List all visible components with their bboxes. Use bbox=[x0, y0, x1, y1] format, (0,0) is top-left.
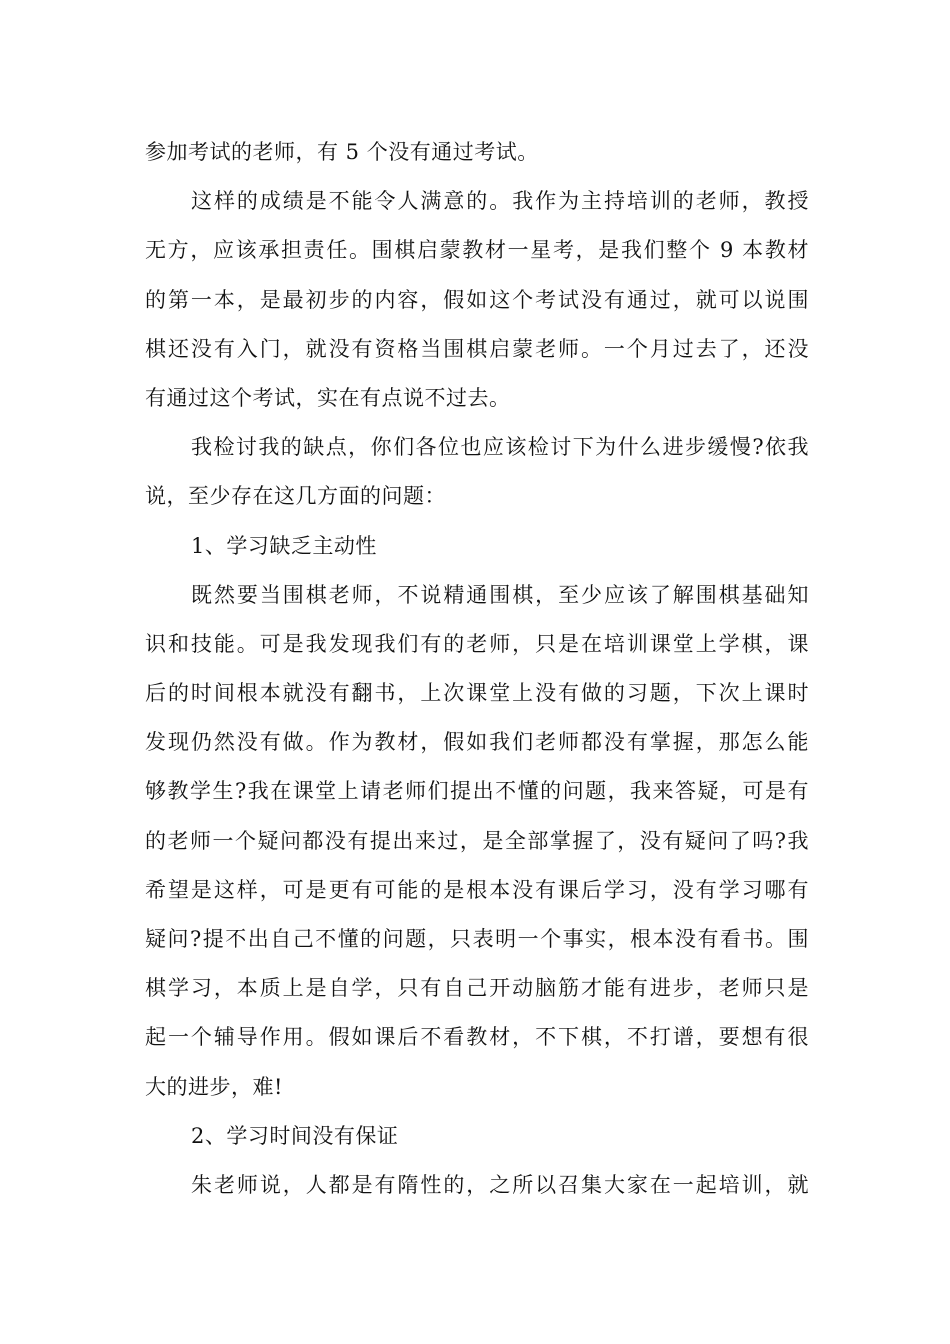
text-line: 1、学习缺乏主动性 bbox=[191, 533, 377, 558]
text-line: 大的进步，难! bbox=[145, 1074, 283, 1099]
text-line: 希望是这样，可是更有可能的是根本没有课后学习，没有学习哪有 bbox=[145, 877, 809, 902]
document-body bbox=[145, 128, 809, 1210]
text-line: 这样的成绩是不能令人满意的。我作为主持培训的老师，教授 bbox=[191, 189, 809, 214]
text-line: 疑问?提不出自己不懂的问题，只表明一个事实，根本没有看书。围 bbox=[145, 927, 809, 951]
text-line: 无方，应该承担责任。围棋启蒙教材一星考，是我们整个 9 本教材 bbox=[145, 238, 809, 263]
text-line: 起一个辅导作用。假如课后不看教材，不下棋，不打谱，要想有很 bbox=[145, 1025, 809, 1050]
text-line: 我检讨我的缺点，你们各位也应该检讨下为什么进步缓慢?依我 bbox=[191, 435, 809, 460]
text-line: 发现仍然没有做。作为教材，假如我们老师都没有掌握，那怎么能 bbox=[145, 730, 809, 755]
text-line: 棋学习，本质上是自学，只有自己开动脑筋才能有进步，老师只是 bbox=[145, 976, 809, 1001]
text-line: 朱老师说，人都是有隋性的，之所以召集大家在一起培训，就 bbox=[191, 1172, 809, 1197]
text-line: 有通过这个考试，实在有点说不过去。 bbox=[145, 385, 511, 410]
text-line: 说，至少存在这几方面的问题： bbox=[145, 484, 446, 509]
text-line: 识和技能。可是我发现我们有的老师，只是在培训课堂上学棋，课 bbox=[145, 631, 809, 656]
text-line: 够教学生?我在课堂上请老师们提出不懂的问题，我来答疑，可是有 bbox=[145, 779, 809, 804]
text-line: 棋还没有入门，就没有资格当围棋启蒙老师。一个月过去了，还没 bbox=[145, 336, 809, 361]
text-line: 的第一本，是最初步的内容，假如这个考试没有通过，就可以说围 bbox=[145, 287, 809, 312]
text-line: 后的时间根本就没有翻书，上次课堂上没有做的习题，下次上课时 bbox=[145, 681, 809, 706]
text-line: 参加考试的老师，有 5 个没有通过考试。 bbox=[145, 140, 539, 164]
text-line: 既然要当围棋老师，不说精通围棋，至少应该了解围棋基础知 bbox=[191, 582, 809, 607]
text-line: 2、学习时间没有保证 bbox=[191, 1123, 399, 1148]
text-line: 的老师一个疑问都没有提出来过，是全部掌握了，没有疑问了吗?我 bbox=[145, 828, 809, 853]
